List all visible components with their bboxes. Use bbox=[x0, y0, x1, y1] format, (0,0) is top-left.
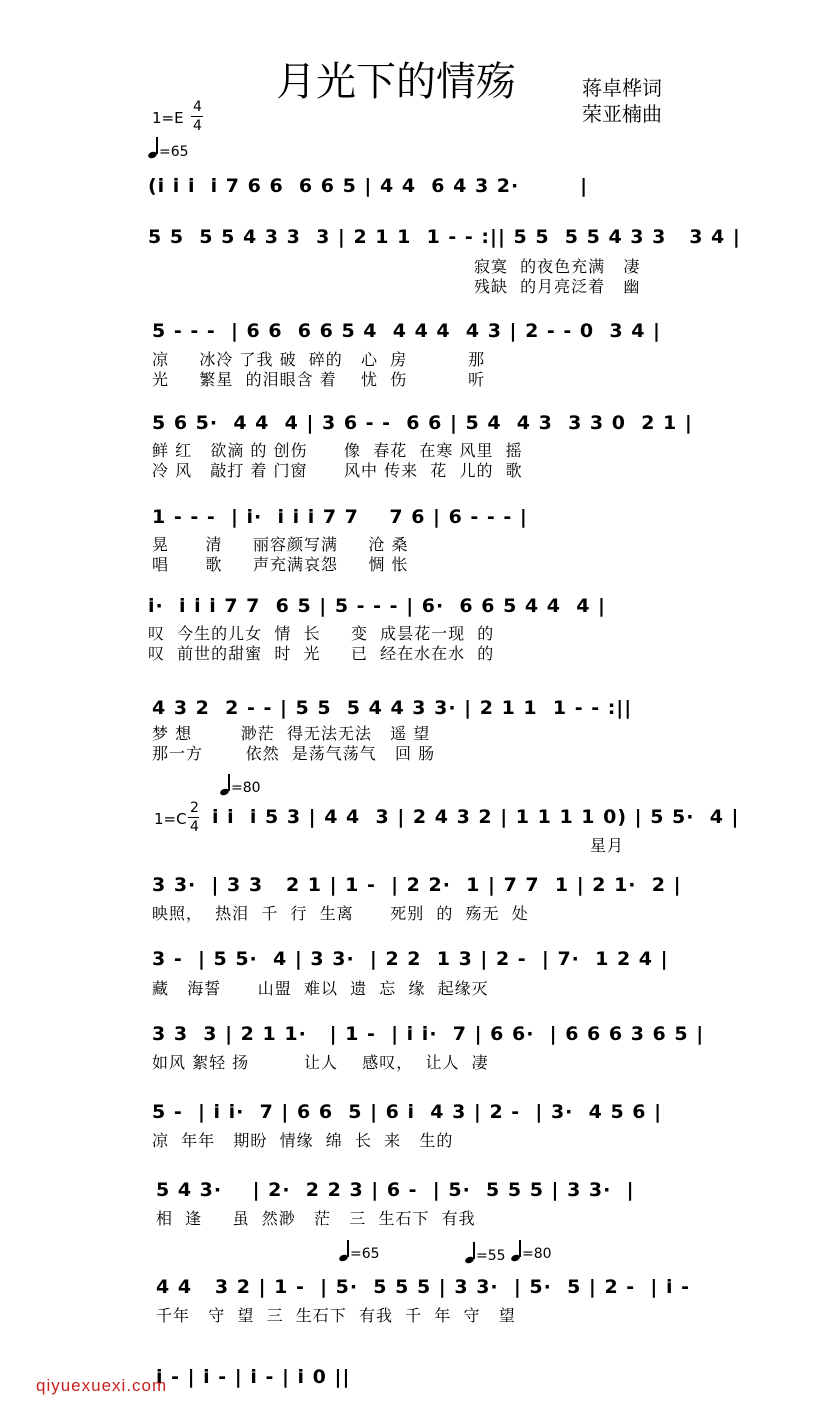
time-sig-1-den: 4 bbox=[193, 118, 202, 134]
time-sig-2-num: 2 bbox=[190, 800, 199, 816]
lyric-row-9: 映照， 热泪 千 行 生离 死别 的 殇无 处 bbox=[152, 904, 529, 923]
lyric-row-7-verse-2: 那一方 依然 是荡气荡气 回 肠 bbox=[152, 744, 436, 763]
score-row-3: 5 - - - | 6 6 6 6 5 4 4 4 4 4 3 | 2 - - 0 3 4 | bbox=[152, 320, 661, 342]
lyric-row-10: 藏 海誓 山盟 难以 遗 忘 缘 起缘灭 bbox=[152, 979, 489, 998]
lyric-row-6-verse-2: 叹 前世的甜蜜 时 光 已 经在水在水 的 bbox=[148, 644, 495, 663]
score-row-5: 1 - - - | i· i i i 7 7 7 6 | 6 - - - | bbox=[152, 506, 528, 528]
lyric-row-5-verse-1: 晃 清 丽容颜写满 沧 桑 bbox=[152, 535, 409, 554]
lyric-row-14: 千年 守 望 三 生石下 有我 千 年 守 望 bbox=[156, 1306, 516, 1325]
lyric-row-4-verse-1: 鲜 红 欲滴 的 创伤 像 春花 在寒 风里 摇 bbox=[152, 441, 523, 460]
score-row-8: i i i 5 3 | 4 4 3 | 2 4 3 2 | 1 1 1 1 0) | 5 5· 4 | bbox=[212, 806, 740, 828]
lyric-row-7-verse-1: 梦 想 渺茫 得无法无法 遥 望 bbox=[152, 724, 431, 743]
tempo-marking-1: =65 bbox=[159, 144, 189, 160]
score-row-10: 3 - | 5 5· 4 | 3 3· | 2 2 1 3 | 2 - | 7· 1 2 4 | bbox=[152, 948, 669, 970]
watermark: qiyuexuexi.com bbox=[36, 1376, 168, 1395]
score-row-11: 3 3 3 | 2 1 1· | 1 - | i i· 7 | 6 6· | 6 6 6 3 6 5 | bbox=[152, 1023, 705, 1045]
score-row-12: 5 - | i i· 7 | 6 6 5 | 6 i 4 3 | 2 - | 3· 4 5 6 | bbox=[152, 1101, 663, 1123]
lyric-row-5-verse-2: 唱 歌 声充满哀怨 惆 怅 bbox=[152, 555, 409, 574]
key-signature-1: 1=E bbox=[152, 109, 184, 127]
lyric-row-3-verse-2: 光 繁星 的泪眼含 着 忧 伤 听 bbox=[152, 370, 486, 389]
score-row-15: i - | i - | i - | i 0 || bbox=[156, 1366, 351, 1388]
time-sig-1-num: 4 bbox=[193, 99, 202, 115]
tempo-marking-3: =65 bbox=[350, 1246, 380, 1262]
time-sig-2-den: 4 bbox=[190, 819, 199, 835]
composer-credit: 荣亚楠曲 bbox=[582, 102, 662, 126]
lyric-row-4-verse-2: 冷 风 敲打 着 门窗 风中 传来 花 儿的 歌 bbox=[152, 461, 523, 480]
lyric-row-3-verse-1: 凉 冰冷 了我 破 碎的 心 房 那 bbox=[152, 350, 486, 369]
tempo-marking-2: =80 bbox=[231, 780, 261, 796]
score-row-9: 3 3· | 3 3 2 1 | 1 - | 2 2· 1 | 7 7 1 | 2 1· 2 | bbox=[152, 874, 682, 896]
score-row-13: 5 4 3· | 2· 2 2 3 | 6 - | 5· 5 5 5 | 3 3· | bbox=[156, 1179, 635, 1201]
lyric-row-13: 相 逢 虽 然渺 茫 三 生石下 有我 bbox=[156, 1209, 476, 1228]
lyric-row-2-verse-1: 寂寞 的夜色充满 凄 bbox=[474, 257, 641, 276]
tempo-marking-5: =80 bbox=[522, 1246, 552, 1262]
lyricist-credit: 蒋卓桦词 bbox=[582, 76, 662, 100]
score-row-4: 5 6 5· 4 4 4 | 3 6 - - 6 6 | 5 4 4 3 3 3 0 2 1 | bbox=[152, 412, 693, 434]
score-row-2: 5 5 5 5 4 3 3 3 | 2 1 1 1 - - :|| 5 5 5 5 4 3 3 3 4 | bbox=[148, 226, 741, 248]
song-title: 月光下的情殇 bbox=[276, 59, 516, 105]
lyric-row-2-verse-2: 残缺 的月亮泛着 幽 bbox=[474, 277, 641, 296]
lyric-row-8: 星月 bbox=[590, 836, 625, 855]
lyric-row-11: 如风 絮轻 扬 让人 感叹， 让人 凄 bbox=[152, 1053, 489, 1072]
score-row-14: 4 4 3 2 | 1 - | 5· 5 5 5 | 3 3· | 5· 5 | 2 - | i - bbox=[156, 1276, 690, 1298]
tempo-marking-4: =55 bbox=[476, 1248, 506, 1264]
lyric-row-6-verse-1: 叹 今生的儿女 情 长 变 成昙花一现 的 bbox=[148, 624, 495, 643]
lyric-row-12: 凉 年年 期盼 情缘 绵 长 来 生的 bbox=[152, 1131, 454, 1150]
score-row-1: (i i i i 7 6 6 6 6 5 | 4 4 6 4 3 2· | bbox=[148, 175, 589, 197]
key-signature-2: 1=C bbox=[154, 810, 187, 828]
score-row-7: 4 3 2 2 - - | 5 5 5 4 4 3 3· | 2 1 1 1 - - :|| bbox=[152, 697, 633, 719]
score-row-6: i· i i i 7 7 6 5 | 5 - - - | 6· 6 6 5 4 4 4 | bbox=[148, 595, 606, 617]
